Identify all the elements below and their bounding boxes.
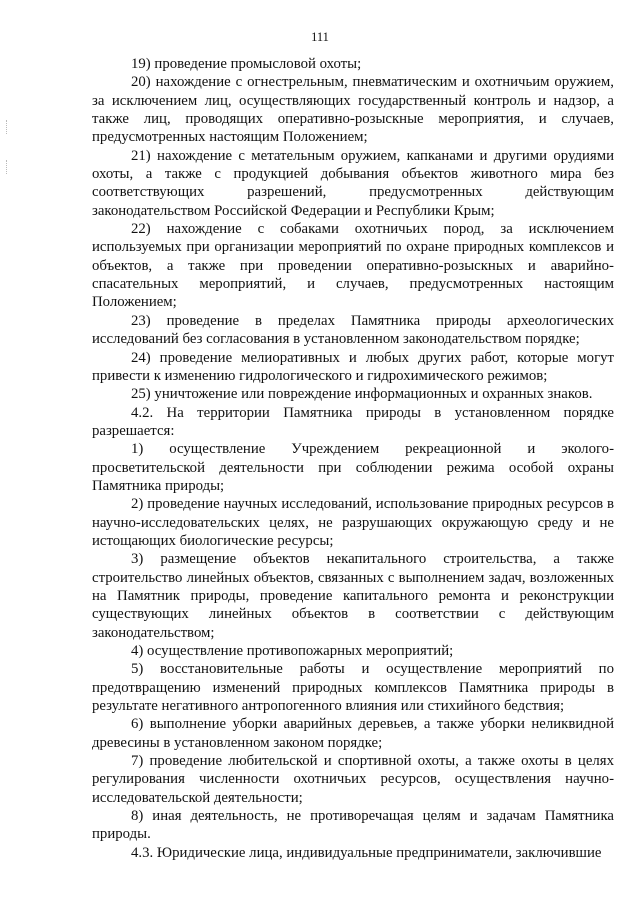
list-item-23: 23) проведение в пределах Памятника природы археологических исследований без согласования в установленном законодательством порядке; [92,312,614,348]
list-item-24: 24) проведение мелиоративных и любых других работ, которые могут привести к изменению гидрологического и гидрохимического режимов; [92,349,614,384]
permitted-item-5: 5) восстановительные работы и осуществление мероприятий по предотвращению изменений природных комплексов Памятника природы в результате негативного антропогенного влияния или стихийного бедствия; [92,661,614,715]
list-item-25: 25) уничтожение или повреждение информационных и охранных знаков. [131,386,593,403]
list-item-21: 21) нахождение с метательным оружием, капканами и другими орудиями охоты, а также с продукцией добывания объектов животного мира без соответствующих разрешений, предусмотренных действующим законодательством Российской Федерации и Республики Крым; [92,147,614,219]
permitted-item-8: 8) иная деятельность, не противоречащая целям и задачам Памятника природы. [92,808,614,843]
permitted-item-1: 1) осуществление Учреждением рекреационной и эколого-просветительской деятельности при соблюдении режима особой охраны Памятника природы; [92,441,614,494]
permitted-item-2: 2) проведение научных исследований, использование природных ресурсов в научно-исследовательских целях, не разрушающих окружающую среду и не истощающих биологические ресурсы; [92,496,614,549]
section-4-2-heading: 4.2. На территории Памятника природы в установленном порядке разрешается: [92,404,614,439]
page-number: 111 [311,30,329,44]
list-item-20: 20) нахождение с огнестрельным, пневматическим и охотничьим оружием, за исключением лиц, осуществляющих государственный контроль и надзор, а также лиц, проводящих оперативно-розыскные мероприятия, и случаев, предусмотренных настоящим Положением; [92,74,614,146]
list-item-22: 22) нахождение с собаками охотничьих пород, за исключением используемых при организации мероприятий по охране природных комплексов и объектов, а также при проведении оперативно-розыскных и аварийно-спасательных мероприятий, и случаев, предусмотренных настоящим Положением; [92,221,614,311]
permitted-item-7: 7) проведение любительской и спортивной охоты, а также охоты в целях регулирования численности охотничьих ресурсов, осуществления научно-исследовательской деятельности; [92,753,614,806]
scan-artifact-mark [6,120,10,134]
permitted-item-3: 3) размещение объектов некапитального строительства, а также строительство линейных объектов, связанных с выполнением задач, возложенных на Памятник природы, проведение капитального ремонта и реконструкции существующих линейных объектов в соответствии с действующим законодательством; [92,551,614,641]
permitted-item-6: 6) выполнение уборки аварийных деревьев, а также уборки неликвидной древесины в установленном законом порядке; [92,716,614,751]
list-item-19: 19) проведение промысловой охоты; [131,56,362,72]
section-4-3-start: 4.3. Юридические лица, индивидуальные предприниматели, заключившие [131,844,602,861]
permitted-item-4: 4) осуществление противопожарных мероприятий; [131,643,454,659]
scan-artifact-mark [6,160,10,174]
document-body [92,55,614,862]
